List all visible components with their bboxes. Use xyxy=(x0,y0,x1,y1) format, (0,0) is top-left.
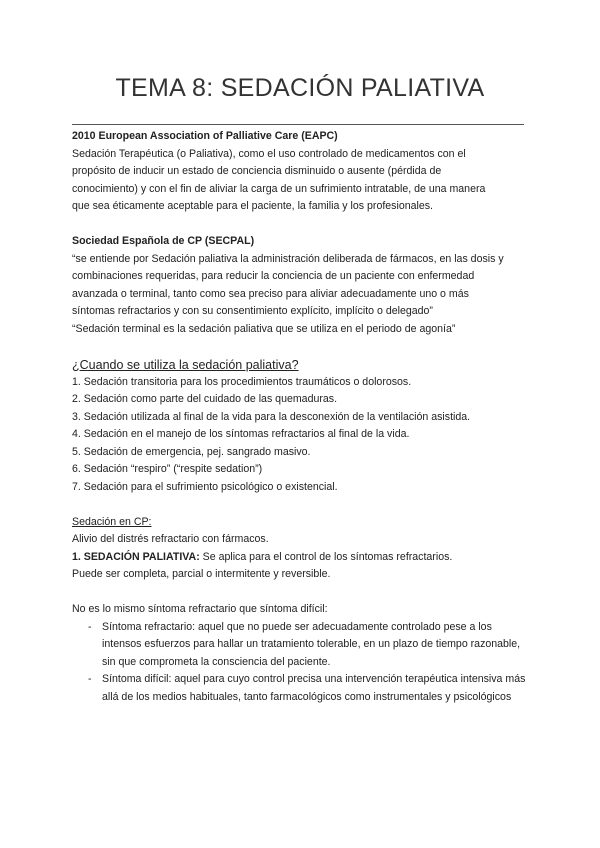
symptom-text: Síntoma difícil: aquel para cuyo control precisa una intervención terapéutica intensiva más allá de los medios habituales, tanto farmacológicos como instrumentales y psicológicos xyxy=(102,673,526,703)
eapc-line: que sea éticamente aceptable para el paciente, la familia y los profesionales. xyxy=(72,200,433,212)
secpal-line: avanzada o terminal, tanto como sea preciso para aliviar adecuadamente uno o más xyxy=(72,287,469,300)
cp-line: Alivio del distrés refractario con fármacos. xyxy=(72,533,269,545)
secpal-line: “Sedación terminal es la sedación paliativa que se utiliza en el periodo de agonía” xyxy=(72,322,456,335)
uses-item: 4. Sedación en el manejo de los síntomas refractarios al final de la vida. xyxy=(72,428,410,440)
eapc-line: conocimiento) y con el fin de aliviar la carga de un sufrimiento intratable, de una manera xyxy=(72,182,486,195)
dash-bullet: - xyxy=(88,673,92,685)
eapc-line: Sedación Terapéutica (o Paliativa), como el uso controlado de medicamentos con el xyxy=(72,147,466,160)
eapc-line: propósito de inducir un estado de conciencia disminuido o ausente (pérdida de xyxy=(72,165,442,177)
uses-item: 6. Sedación “respiro” (“respite sedation”) xyxy=(72,463,263,475)
cp-line: Puede ser completa, parcial o intermitente y reversible. xyxy=(72,568,331,580)
cp-bold-rest: Se aplica para el control de los síntomas refractarios. xyxy=(199,550,453,563)
title-divider xyxy=(72,124,524,125)
list-item xyxy=(72,619,532,672)
symptom-list xyxy=(72,619,532,707)
uses-item: 1. Sedación transitoria para los procedimientos traumáticos o dolorosos. xyxy=(72,375,412,388)
cp-line xyxy=(72,549,532,567)
eapc-heading: 2010 European Association of Palliative Care (EAPC) xyxy=(72,130,338,142)
uses-question: ¿Cuando se utiliza la sedación paliativa? xyxy=(72,357,299,372)
uses-item: 7. Sedación para el sufrimiento psicológico o existencial. xyxy=(72,480,338,493)
secpal-heading: Sociedad Española de CP (SECPAL) xyxy=(72,235,255,247)
secpal-line: síntomas refractarios y con su consentimiento explícito, implícito o delegado” xyxy=(72,305,433,317)
page-title: TEMA 8: SEDACIÓN PALIATIVA xyxy=(115,74,485,102)
dash-bullet: - xyxy=(88,620,92,633)
cp-bold-label: 1. SEDACIÓN PALIATIVA: xyxy=(72,550,200,563)
secpal-line: combinaciones requeridas, para reducir la conciencia de un paciente con enfermedad xyxy=(72,270,475,282)
secpal-line: “se entiende por Sedación paliativa la administración deliberada de fármacos, en las dosis y xyxy=(72,252,504,265)
uses-item: 2. Sedación como parte del cuidado de las quemaduras. xyxy=(72,393,338,405)
document-body xyxy=(72,128,532,706)
cp-heading: Sedación en CP: xyxy=(72,515,152,528)
uses-item: 3. Sedación utilizada al final de la vida para la desconexión de la ventilación asistida. xyxy=(72,410,471,423)
list-item xyxy=(72,671,532,706)
uses-item: 5. Sedación de emergencia, pej. sangrado masivo. xyxy=(72,445,311,458)
symptom-intro: No es lo mismo síntoma refractario que síntoma difícil: xyxy=(72,603,328,615)
symptom-text: Síntoma refractario: aquel que no puede ser adecuadamente controlado pese a los intensos esfuerzos para hallar un tratamiento tolerable, en un plazo de tiempo razonable, sin que comprometa la consciencia del paciente. xyxy=(102,620,521,668)
